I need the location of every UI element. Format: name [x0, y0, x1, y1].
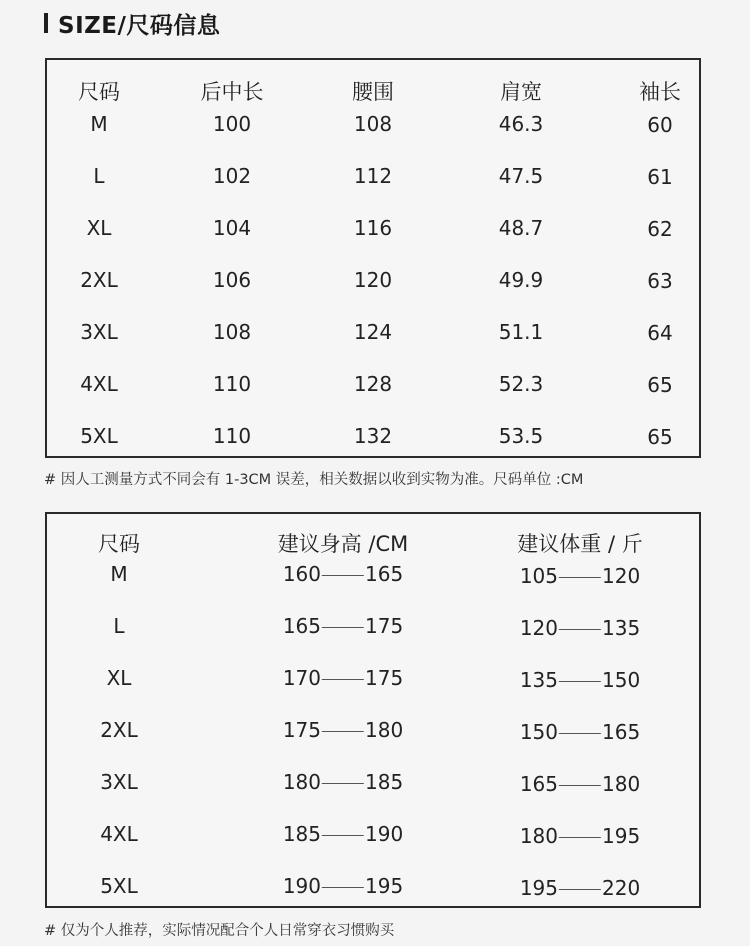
cell-weight-range-min: 180	[519, 824, 558, 848]
range-dash	[559, 629, 601, 630]
cell-height-range-max: 190	[365, 822, 404, 846]
recommendation-note: # 仅为个人推荐，实际情况配合个人日常穿衣习惯购买	[44, 923, 395, 939]
header-height: 建议身高 /CM	[277, 532, 409, 556]
cell-shoulder: 53.5	[498, 424, 544, 448]
cell-waist: 116	[353, 216, 393, 240]
cell-size: 3XL	[100, 770, 138, 794]
cell-weight-range-min: 105	[519, 564, 558, 588]
cell-waist: 132	[353, 424, 393, 448]
cell-height-range-max: 195	[365, 874, 404, 898]
cell-weight-range	[520, 668, 640, 692]
cell-weight-range-max: 135	[602, 616, 641, 640]
cell-size: L	[113, 614, 125, 638]
cell-sleeve: 65	[647, 373, 673, 397]
cell-sleeve: 64	[647, 321, 673, 345]
header-sleeve: 袖长	[639, 80, 681, 104]
cell-height-range	[283, 562, 403, 586]
cell-height-range	[283, 718, 403, 742]
measurement-note: # 因人工测量方式不同会有 1-3CM 误差，相关数据以收到实物为准。尺码单位 :CM	[44, 472, 584, 488]
cell-shoulder: 51.1	[498, 320, 544, 344]
header-weight: 建议体重 / 斤	[517, 532, 643, 556]
range-dash	[559, 837, 601, 838]
cell-sleeve: 61	[647, 165, 673, 189]
range-dash	[559, 889, 601, 890]
cell-weight-range	[520, 564, 640, 588]
cell-height-range-min: 175	[282, 718, 321, 742]
cell-shoulder: 46.3	[498, 112, 544, 136]
cell-size: M	[90, 112, 108, 136]
cell-size: 2XL	[100, 718, 138, 742]
cell-weight-range	[520, 824, 640, 848]
cell-height-range-min: 185	[282, 822, 321, 846]
cell-weight-range-max: 180	[602, 772, 641, 796]
cell-weight-range-min: 150	[519, 720, 558, 744]
cell-height-range-max: 175	[365, 614, 404, 638]
cell-height-range-max: 185	[365, 770, 404, 794]
range-dash	[322, 783, 364, 784]
cell-size: 5XL	[100, 874, 138, 898]
cell-weight-range	[520, 876, 640, 900]
cell-size: 5XL	[80, 424, 118, 448]
header-back-length: 后中长	[200, 80, 264, 104]
cell-size: M	[110, 562, 128, 586]
header-shoulder: 肩宽	[500, 80, 542, 104]
size-measurement-table	[45, 58, 701, 458]
cell-weight-range-min: 120	[519, 616, 558, 640]
cell-sleeve: 65	[647, 425, 673, 449]
cell-height-range-min: 170	[282, 666, 321, 690]
cell-size: L	[93, 164, 105, 188]
cell-waist: 128	[353, 372, 393, 396]
range-dash	[559, 577, 601, 578]
cell-height-range-min: 190	[282, 874, 321, 898]
cell-weight-range	[520, 772, 640, 796]
title-bar-mark	[44, 13, 48, 33]
cell-weight-range-min: 165	[519, 772, 558, 796]
cell-back-length: 108	[212, 320, 252, 344]
header-size: 尺码	[78, 80, 120, 104]
cell-sleeve: 62	[647, 217, 673, 241]
cell-weight-range	[520, 720, 640, 744]
cell-waist: 120	[353, 268, 393, 292]
page-title: SIZE/尺码信息	[58, 12, 221, 39]
range-dash	[322, 887, 364, 888]
cell-weight-range	[520, 616, 640, 640]
cell-back-length: 106	[212, 268, 252, 292]
cell-height-range-min: 160	[282, 562, 321, 586]
cell-weight-range-max: 195	[602, 824, 641, 848]
cell-height-range-max: 180	[365, 718, 404, 742]
cell-sleeve: 63	[647, 269, 673, 293]
cell-height-range	[283, 614, 403, 638]
cell-weight-range-max: 120	[602, 564, 641, 588]
cell-height-range	[283, 874, 403, 898]
cell-shoulder: 49.9	[498, 268, 544, 292]
cell-height-range-max: 175	[365, 666, 404, 690]
cell-weight-range-max: 150	[602, 668, 641, 692]
cell-back-length: 110	[212, 424, 252, 448]
cell-back-length: 102	[212, 164, 252, 188]
size-recommendation-table	[45, 512, 701, 908]
range-dash	[322, 679, 364, 680]
header-waist: 腰围	[352, 80, 394, 104]
cell-height-range	[283, 666, 403, 690]
cell-weight-range-max: 220	[602, 876, 641, 900]
cell-height-range-min: 165	[282, 614, 321, 638]
cell-sleeve: 60	[647, 113, 673, 137]
cell-weight-range-min: 195	[519, 876, 558, 900]
cell-back-length: 110	[212, 372, 252, 396]
range-dash	[559, 681, 601, 682]
cell-weight-range-min: 135	[519, 668, 558, 692]
cell-shoulder: 52.3	[498, 372, 544, 396]
header-size: 尺码	[98, 532, 140, 556]
cell-waist: 108	[353, 112, 393, 136]
cell-shoulder: 48.7	[498, 216, 544, 240]
cell-size: XL	[106, 666, 132, 690]
cell-height-range	[283, 770, 403, 794]
range-dash	[322, 627, 364, 628]
cell-waist: 112	[353, 164, 393, 188]
cell-waist: 124	[353, 320, 393, 344]
section-header	[44, 8, 220, 38]
range-dash	[322, 731, 364, 732]
cell-size: 4XL	[100, 822, 138, 846]
range-dash	[322, 575, 364, 576]
range-dash	[559, 733, 601, 734]
cell-weight-range-max: 165	[602, 720, 641, 744]
cell-size: 3XL	[80, 320, 118, 344]
range-dash	[322, 835, 364, 836]
cell-shoulder: 47.5	[498, 164, 544, 188]
cell-height-range	[283, 822, 403, 846]
cell-height-range-min: 180	[282, 770, 321, 794]
cell-back-length: 100	[212, 112, 252, 136]
cell-size: 4XL	[80, 372, 118, 396]
range-dash	[559, 785, 601, 786]
cell-height-range-max: 165	[365, 562, 404, 586]
cell-size: XL	[86, 216, 112, 240]
cell-back-length: 104	[212, 216, 252, 240]
cell-size: 2XL	[80, 268, 118, 292]
